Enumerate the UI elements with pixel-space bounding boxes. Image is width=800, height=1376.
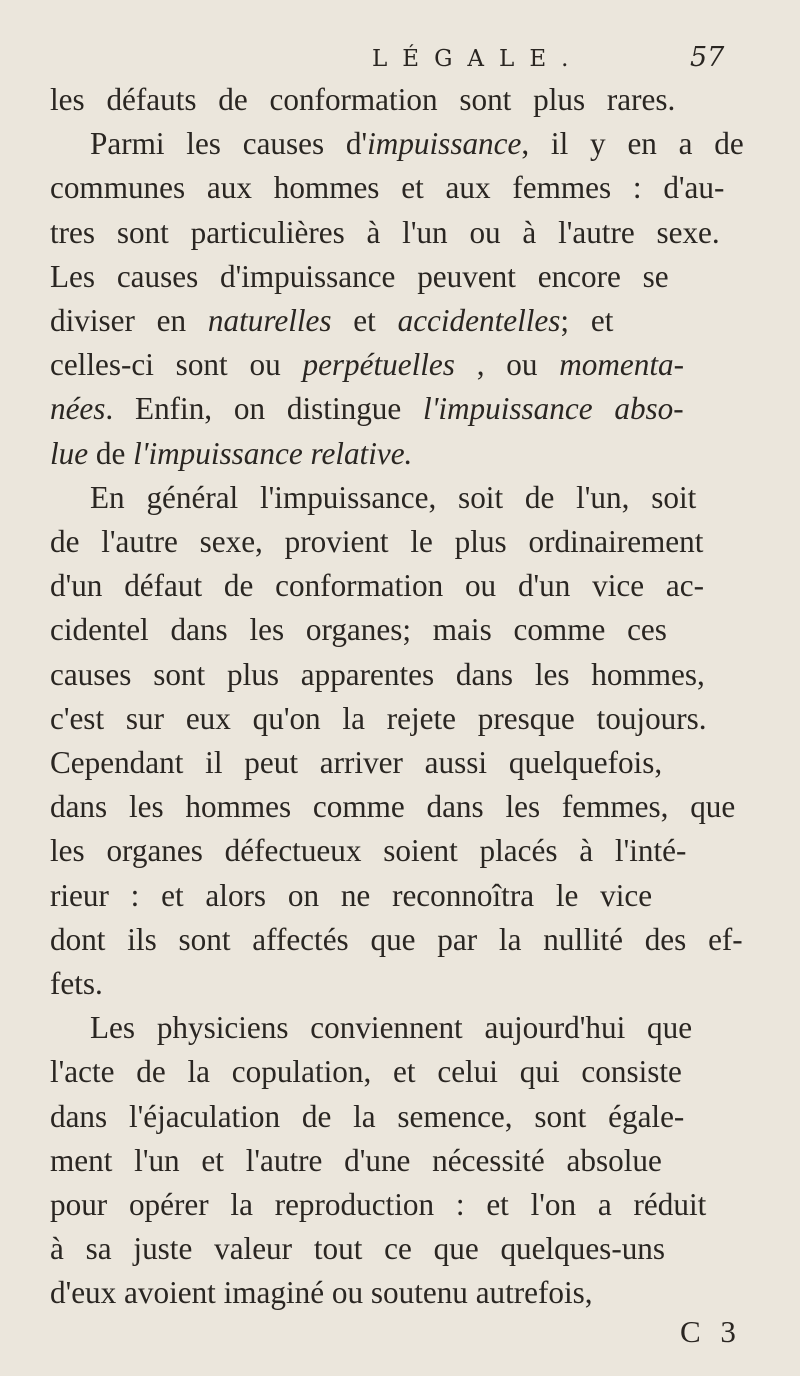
text-segment: celles-ci sont ou bbox=[50, 347, 303, 383]
text-segment: diviser en bbox=[50, 303, 208, 338]
text-line bbox=[50, 1183, 706, 1227]
text-segment: fets. bbox=[50, 966, 103, 1001]
italic-text: naturelles bbox=[207, 303, 332, 338]
text-segment: l'acte de la copulation, et celui qui consiste bbox=[50, 1054, 682, 1090]
page-number: 57 bbox=[690, 42, 725, 73]
text-segment: Les physiciens conviennent aujourd'hui que bbox=[90, 1010, 693, 1046]
text-segment: ment l'un et l'autre d'une nécessité absolue bbox=[50, 1142, 662, 1178]
text-segment: tres sont particulières à l'un ou à l'autre sexe. bbox=[50, 214, 720, 250]
text-segment: En général l'impuissance, soit de l'un, soit bbox=[90, 479, 697, 515]
text-segment: communes aux hommes et aux femmes : d'au- bbox=[50, 170, 725, 206]
text-segment: dans l'éjaculation de la semence, sont égale- bbox=[50, 1098, 685, 1134]
text-line bbox=[50, 653, 705, 697]
text-segment: rieur : et alors on ne reconnoîtra le vice bbox=[50, 877, 653, 913]
text-line bbox=[90, 122, 744, 166]
text-line bbox=[50, 874, 652, 918]
italic-text: l'impuissance abso- bbox=[423, 391, 684, 427]
text-line bbox=[50, 918, 743, 962]
text-line bbox=[50, 962, 103, 1006]
text-segment: d'un défaut de conformation ou d'un vice ac- bbox=[50, 568, 704, 604]
signature-mark: C 3 bbox=[680, 1314, 742, 1349]
text-segment: . Enfin, on distingue bbox=[105, 391, 424, 427]
italic-text: nées bbox=[50, 391, 106, 427]
text-segment: pour opérer la reproduction : et l'on a réduit bbox=[50, 1187, 707, 1222]
text-line bbox=[50, 1227, 665, 1271]
text-segment: , ou bbox=[454, 347, 560, 383]
text-segment: Cependant il peut arriver aussi quelquefois, bbox=[50, 745, 663, 780]
text-segment: cidentel dans les organes; mais comme ces bbox=[50, 612, 667, 648]
text-line bbox=[50, 1139, 662, 1183]
italic-text: accidentelles bbox=[397, 303, 561, 338]
italic-text: momenta- bbox=[559, 347, 684, 383]
text-line bbox=[50, 1271, 593, 1315]
text-segment: et bbox=[331, 303, 398, 338]
text-segment: , il y en a de bbox=[521, 126, 744, 162]
text-line bbox=[50, 432, 412, 476]
text-line bbox=[50, 785, 735, 829]
text-line bbox=[50, 78, 675, 122]
italic-text: perpétuelles bbox=[302, 347, 455, 383]
text-segment: Parmi les causes d' bbox=[90, 126, 368, 162]
text-segment: les défauts de conformation sont plus rares. bbox=[50, 82, 676, 117]
text-line bbox=[50, 211, 720, 255]
text-segment: Les causes d'impuissance peuvent encore se bbox=[50, 258, 669, 294]
text-line bbox=[50, 387, 684, 431]
text-line bbox=[50, 299, 613, 343]
italic-text: lue bbox=[50, 435, 89, 471]
text-line bbox=[50, 1050, 682, 1094]
text-segment: les organes défectueux soient placés à l'inté- bbox=[50, 833, 687, 869]
text-line bbox=[50, 829, 686, 873]
text-segment: causes sont plus apparentes dans les hommes, bbox=[50, 656, 705, 692]
text-segment: de l'autre sexe, provient le plus ordinairement bbox=[50, 524, 704, 559]
text-line bbox=[50, 564, 704, 608]
text-segment: ; et bbox=[560, 303, 614, 338]
running-head bbox=[0, 36, 800, 76]
text-line bbox=[50, 608, 667, 652]
text-line bbox=[90, 1006, 692, 1050]
text-line bbox=[50, 520, 703, 564]
text-line bbox=[50, 741, 662, 785]
running-title: LÉGALE. bbox=[372, 46, 584, 72]
text-segment: de bbox=[88, 435, 134, 471]
text-line bbox=[50, 697, 707, 741]
text-segment: c'est sur eux qu'on la rejete presque toujours. bbox=[50, 700, 707, 736]
text-line bbox=[50, 343, 684, 387]
text-segment: dans les hommes comme dans les femmes, que bbox=[50, 789, 736, 825]
italic-text: impuissance bbox=[367, 126, 522, 162]
text-line bbox=[90, 476, 696, 520]
text-segment: d'eux avoient imaginé ou soutenu autrefois, bbox=[50, 1275, 593, 1311]
text-segment: dont ils sont affectés que par la nullité des ef- bbox=[50, 921, 743, 957]
text-segment: à sa juste valeur tout ce que quelques-uns bbox=[50, 1231, 666, 1267]
text-line bbox=[50, 1095, 684, 1139]
italic-text: l'impuissance relative. bbox=[133, 435, 413, 471]
text-line bbox=[50, 166, 724, 210]
text-line bbox=[50, 255, 669, 299]
